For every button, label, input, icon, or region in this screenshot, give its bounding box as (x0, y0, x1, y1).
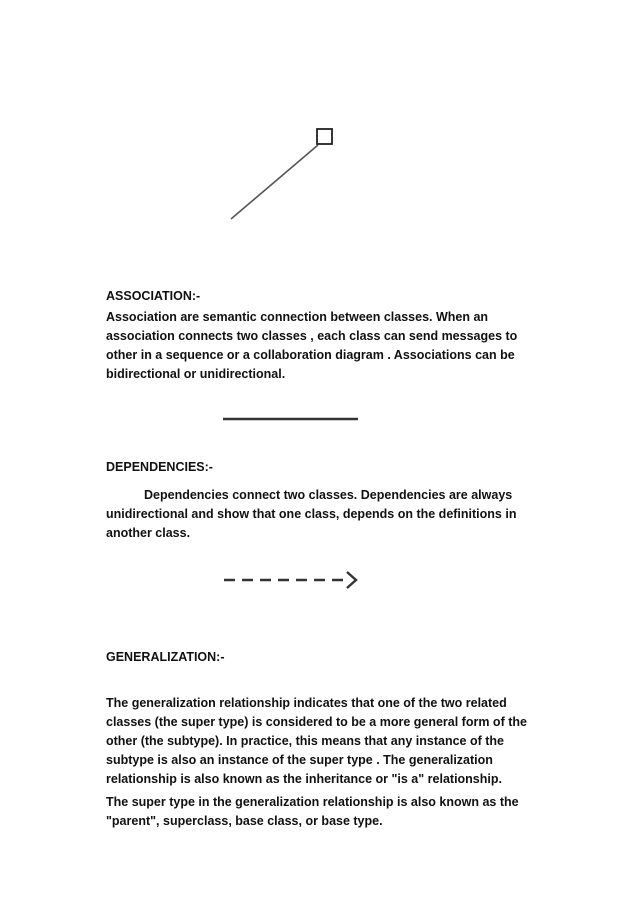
dependencies-body: Dependencies connect two classes. Dependencies are always unidirectional and show that one class, depends on the definitions in another class. (106, 488, 517, 540)
generalization-body-1: The generalization relationship indicates that one of the two related classes (the super type) is considered to be a more general form of the other (the subtype). In practice, this means that any instance of the subtype is also an instance of the super type . The generalization relationship is also known as the inheritance or "is a" relationship. (106, 696, 527, 786)
aggregation-line-icon (225, 125, 340, 225)
square-endpoint (317, 129, 332, 144)
diagonal-connector-line (231, 145, 318, 219)
dependency-arrow-icon (220, 568, 365, 592)
association-heading: ASSOCIATION:- (106, 289, 201, 303)
arrow-head (347, 572, 356, 588)
association-line-icon (220, 412, 362, 426)
generalization-body-2: The super type in the generalization relationship is also known as the "parent", superclass, base class, or base type. (106, 795, 519, 828)
dependencies-heading: DEPENDENCIES:- (106, 460, 213, 474)
association-body: Association are semantic connection between classes. When an association connects two classes , each class can send messages to other in a sequence or a collaboration diagram . Associations can be bidirectional or unidirectional. (106, 310, 518, 381)
generalization-heading: GENERALIZATION:- (106, 650, 225, 664)
